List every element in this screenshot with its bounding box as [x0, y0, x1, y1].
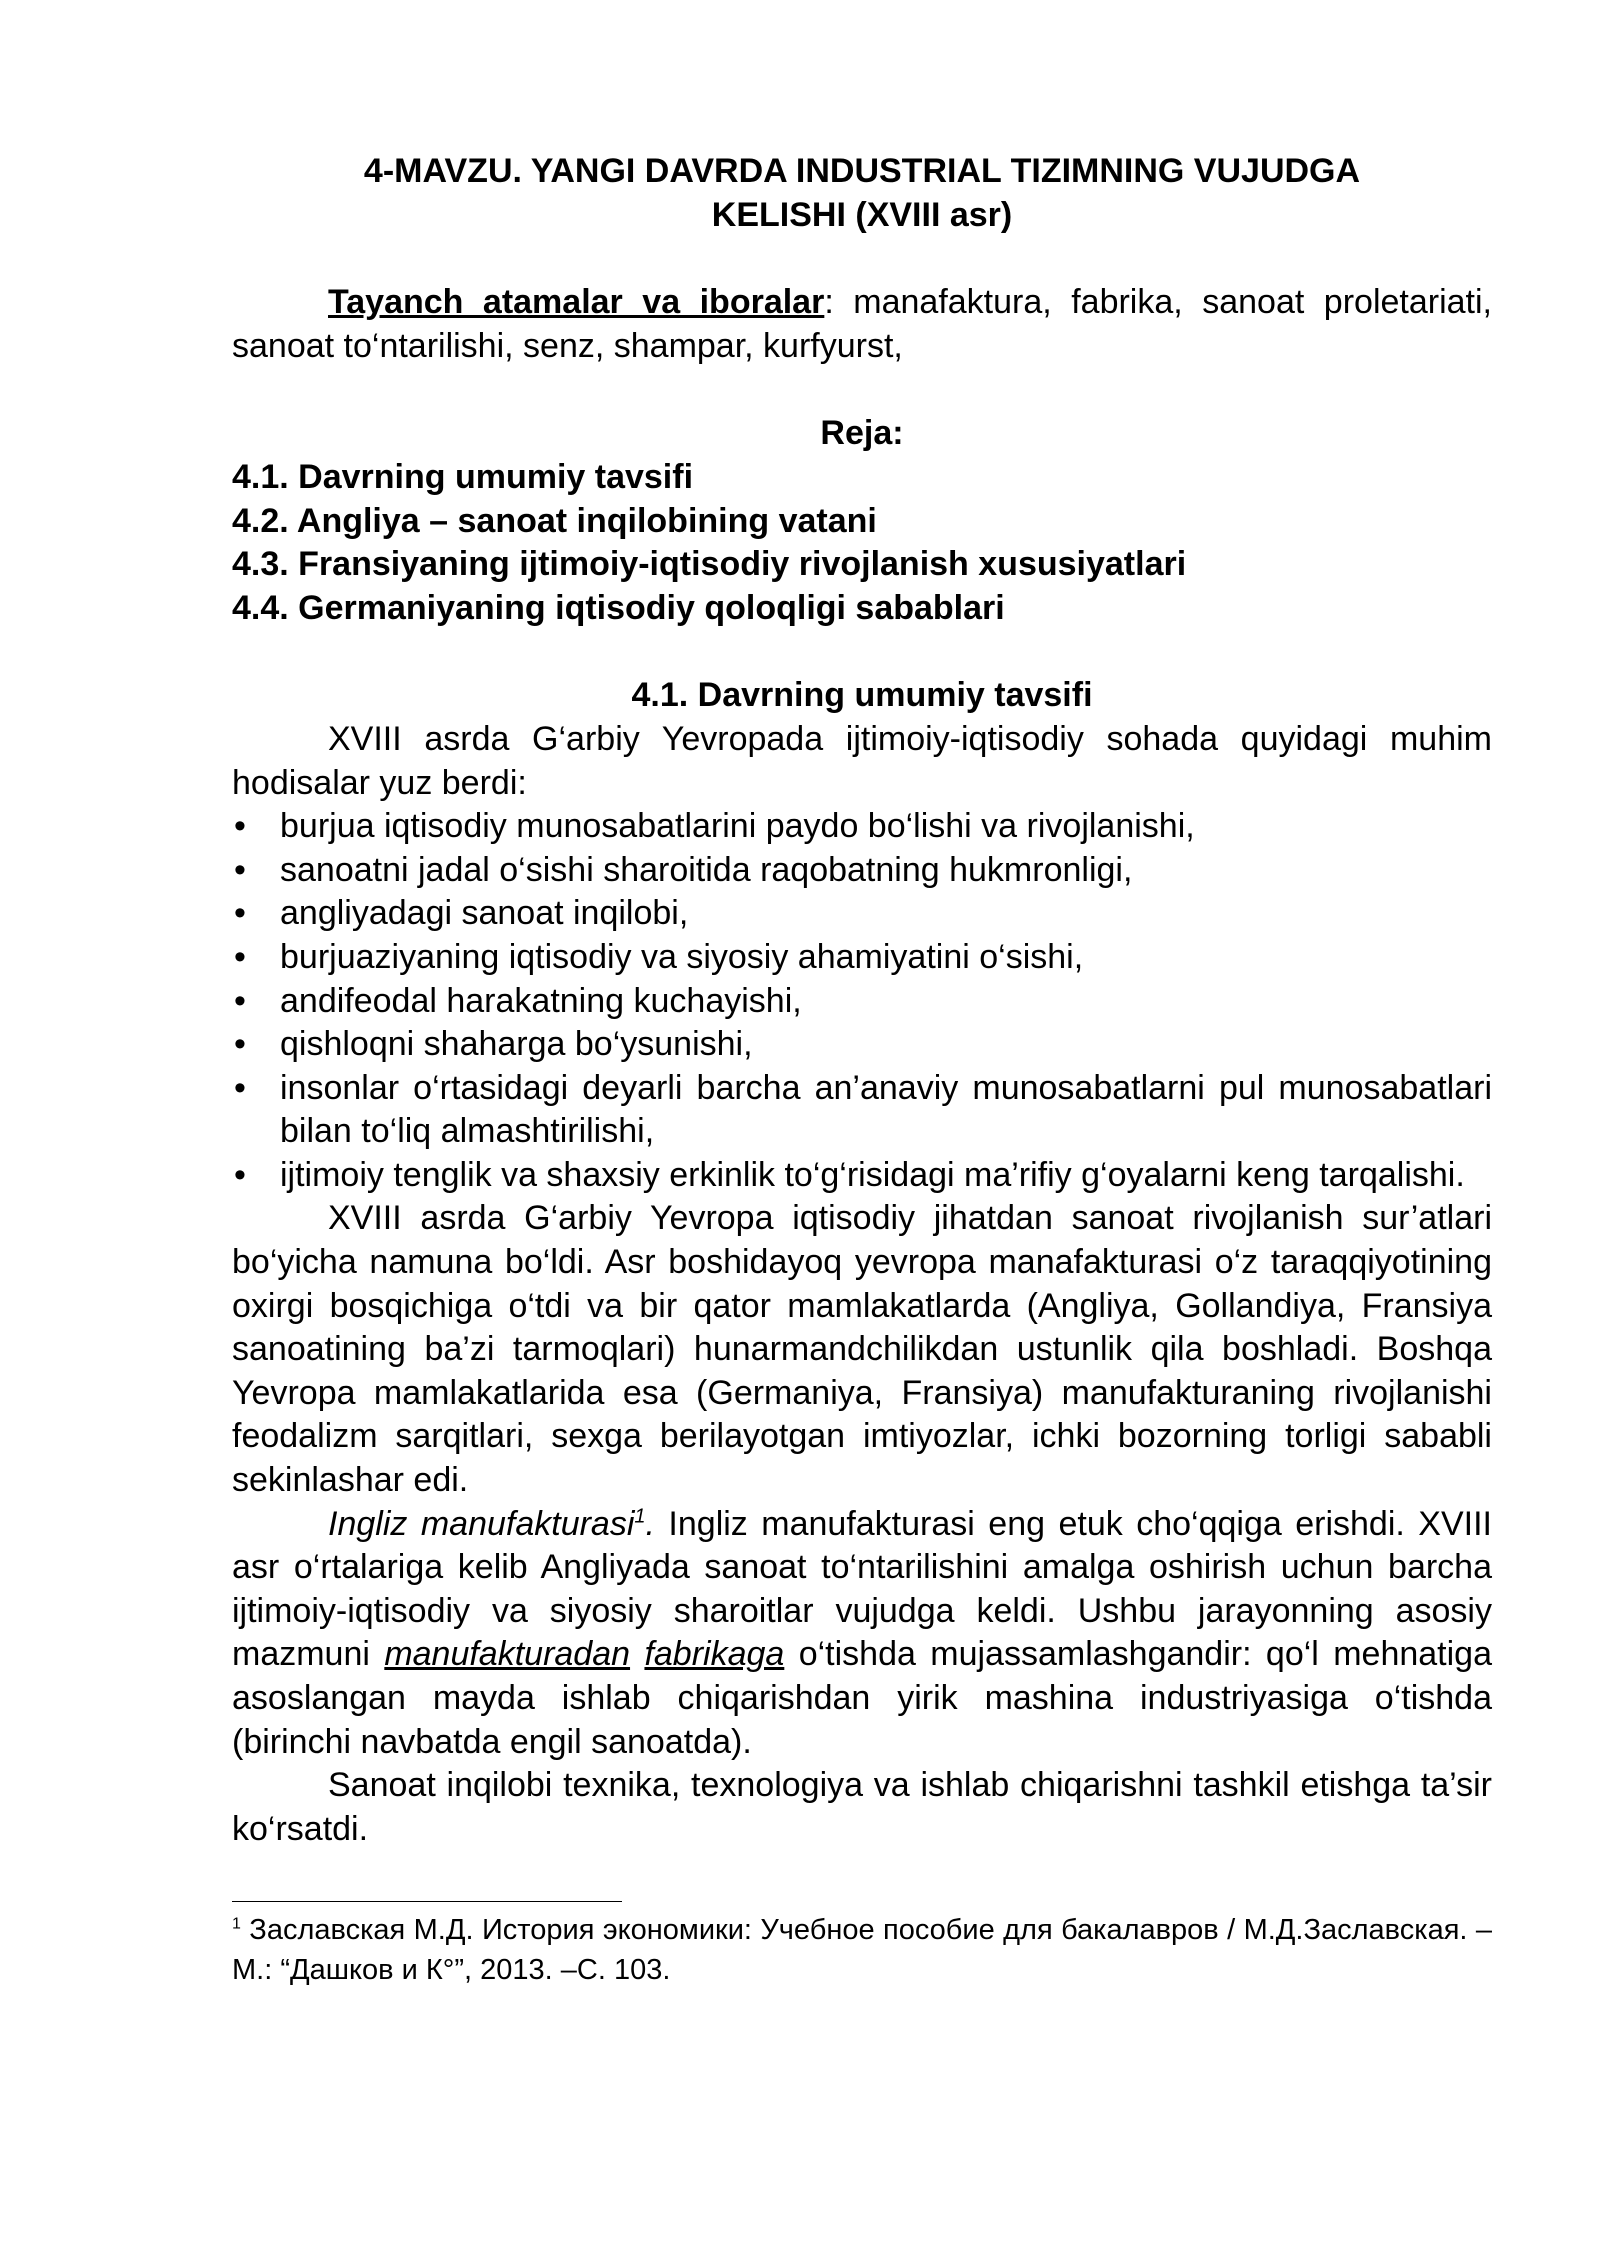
footnote-mark: 1 [232, 1915, 241, 1933]
title-line-2: KELISHI (XVIII asr) [711, 195, 1013, 234]
bullet-item [232, 1067, 1492, 1154]
bullet-icon: • [234, 850, 246, 889]
key-terms-text: : manafaktura, fabrika, sanoat proletariati, sanoat to‘ntarilishi, senz, shampar, kurfyurst, [232, 283, 1492, 365]
footnote [232, 1910, 1492, 1990]
bullet-text: angliyadagi sanoat inqilobi, [280, 894, 689, 933]
title-line-1: 4-MAVZU. YANGI DAVRDA INDUSTRIAL TIZIMNING VUJUDGA [363, 152, 1361, 190]
bullet-item [232, 936, 1492, 980]
bullet-item [232, 980, 1492, 1024]
bullet-text: burjuaziyaning iqtisodiy va siyosiy ahamiyatini o‘sishi, [280, 937, 1084, 976]
bullet-list [232, 805, 1492, 1197]
document-page [232, 150, 1492, 1990]
plan-item: 4.1. Davrning umumiy tavsifi [232, 457, 694, 496]
footnote-divider [232, 1901, 622, 1902]
bullet-icon: • [234, 937, 246, 976]
footnote-reference[interactable]: 1 [634, 1505, 646, 1528]
paragraph-3: Sanoat inqilobi texnika, texnologiya va ishlab chiqarishni tashkil etishga ta’sir ko‘rsatdi. [232, 1766, 1492, 1848]
bullet-icon: • [234, 1025, 246, 1064]
bullet-item [232, 1154, 1492, 1198]
underlined-term-fabrikaga: fabrikaga [644, 1635, 785, 1674]
key-terms [232, 281, 1492, 368]
bullet-text: andifeodal harakatning kuchayishi, [280, 981, 802, 1020]
bullet-icon: • [234, 807, 246, 846]
footnote-text: Заславская М.Д. История экономики: Учебное пособие для бакалавров / М.Д.Заславская. – М.: “Дашков и К°”, 2013. –С. 103. [232, 1914, 1492, 1987]
paragraph-2-text-b: o‘tishda mujassamlashgandir: qo‘l mehnatiga asoslangan mayda ishlab chiqarishdan yirik mashina industriyasiga o‘tishda (birinchi navbatda engil sanoatda). [232, 1635, 1492, 1761]
section-heading: 4.1. Davrning umumiy tavsifi [631, 676, 1093, 715]
bullet-text: insonlar o‘rtasidagi deyarli barcha an’anaviy munosabatlarni pul munosabatlari bilan to‘liq almashtirilishi, [280, 1068, 1492, 1151]
bullet-item [232, 849, 1492, 893]
page-title [232, 150, 1492, 237]
plan-list [232, 456, 1492, 630]
bullet-icon: • [234, 1068, 246, 1107]
bullet-item [232, 805, 1492, 849]
bullet-text: sanoatni jadal o‘sishi sharoitida raqobatning hukmronligi, [280, 850, 1133, 889]
paragraph-2 [232, 1503, 1492, 1765]
bullet-icon: • [234, 1155, 246, 1194]
paragraph-2-text-a: Ingliz manufakturasi eng etuk cho‘qqiga erishdi. XVIII asr o‘rtalariga kelib Angliyada sanoat to‘ntarilishini amalga oshirish uchun barcha ijtimoiy-iqtisodiy va siyosiy sharoitlar vujudga keldi. Ushbu jarayonning asosiy mazmuni [232, 1504, 1492, 1674]
bullet-icon: • [234, 894, 246, 933]
plan-item: 4.2. Angliya – sanoat inqilobining vatani [232, 501, 877, 540]
bullet-item [232, 892, 1492, 936]
plan-item: 4.4. Germaniyaning iqtisodiy qoloqligi sabablari [232, 588, 1005, 627]
bullet-text: qishloqni shaharga bo‘ysunishi, [280, 1025, 753, 1064]
paragraph-2-space [630, 1635, 644, 1673]
key-terms-label: Tayanch atamalar va iboralar [328, 283, 825, 322]
underlined-term-manufakturadan: manufakturadan [384, 1635, 631, 1674]
bullet-text: burjua iqtisodiy munosabatlarini paydo bo‘lishi va rivojlanishi, [280, 807, 1195, 846]
paragraph-1: XVIII asrda G‘arbiy Yevropa iqtisodiy jihatdan sanoat rivojlanish sur’atlari bo‘yicha namuna bo‘ldi. Asr boshidayoq yevropa manafakturasi o‘z taraqqiyotining oxirgi bosqichiga o‘tdi va bir qator mamlakatlarda (Angliya, Gollandiya, Fransiya sanoatining ba’zi tarmoqlari) hunarmandchilikdan ustunlik qila boshladi. Boshqa Yevropa mamlakatlarida esa (Germaniya, Fransiya) manufakturaning rivojlanishi feodalizm sarqitlari, sexga berilayotgan imtiyozlar, ichki bozorning torligi sababli sekinlashar edi. [232, 1199, 1492, 1500]
bullet-icon: • [234, 981, 246, 1020]
section-intro: XVIII asrda G‘arbiy Yevropada ijtimoiy-iqtisodiy sohada quyidagi muhim hodisalar yuz berdi: [232, 719, 1492, 802]
paragraph-2-lead: Ingliz manufakturasi [328, 1504, 635, 1543]
bullet-item [232, 1023, 1492, 1067]
paragraph-2-lead-dot: . [645, 1504, 655, 1543]
bullet-text: ijtimoiy tenglik va shaxsiy erkinlik to‘g‘risidagi ma’rifiy g‘oyalarni keng tarqalishi. [280, 1155, 1465, 1194]
plan-item: 4.3. Fransiyaning ijtimoiy-iqtisodiy rivojlanish xususiyatlari [232, 545, 1187, 584]
plan-heading: Reja: [820, 414, 904, 453]
